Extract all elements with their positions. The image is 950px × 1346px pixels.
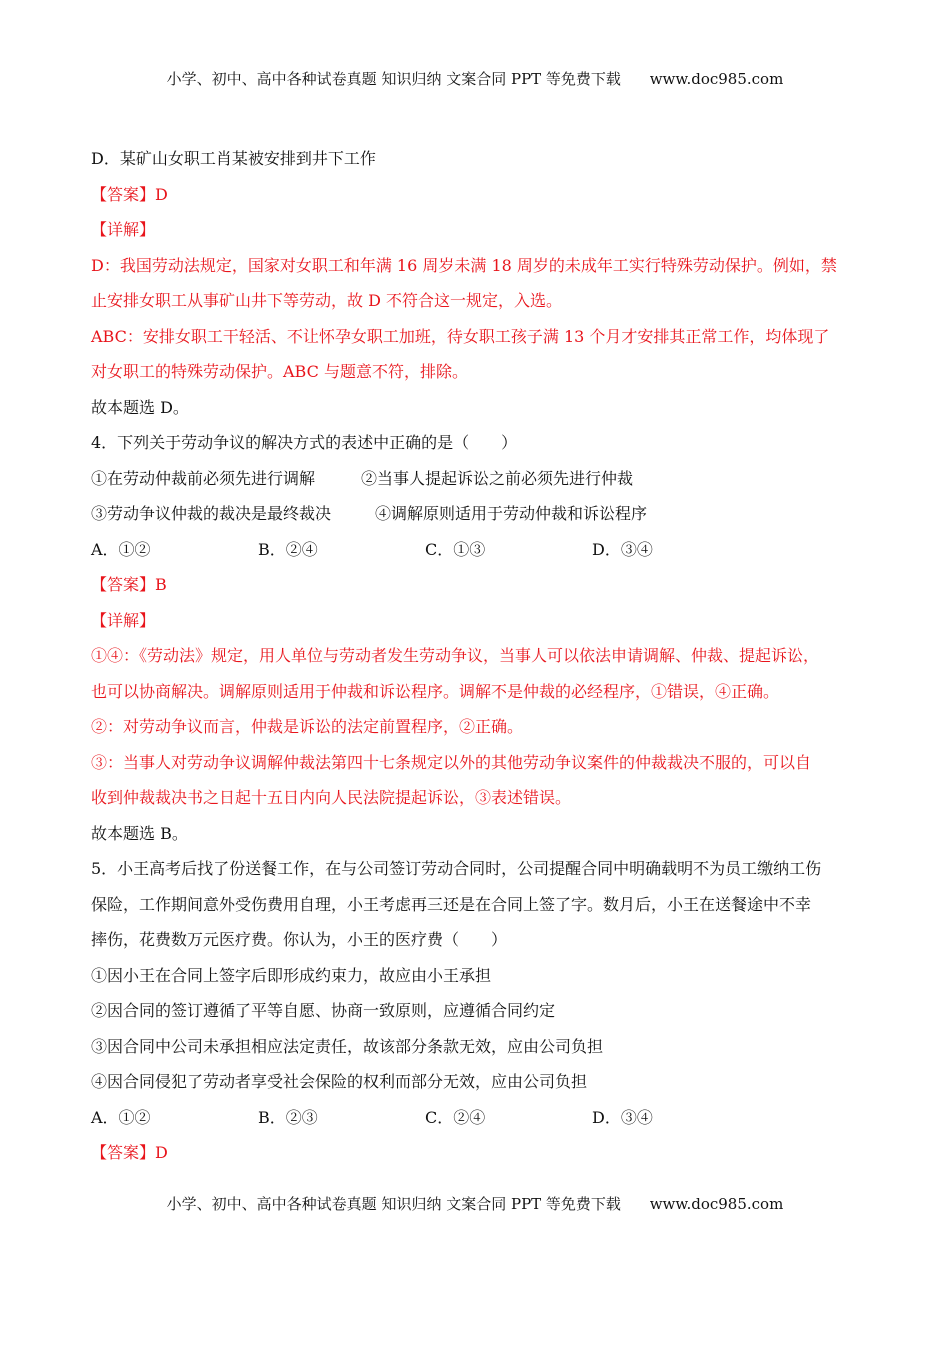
q4-options — [91, 532, 861, 568]
q5-stem-line: 5．小王高考后找了份送餐工作，在与公司签订劳动合同时，公司提醒合同中明确载明不为员工缴纳工伤 — [91, 859, 822, 878]
q4-explain-line: ①④：《劳动法》规定，用人单位与劳动者发生劳动争议，当事人可以依法申请调解、仲裁、提起诉讼， — [91, 646, 820, 665]
q5-statement: ①因小王在合同上签字后即形成约束力，故应由小王承担 — [91, 965, 492, 985]
q4-option-b: B．②④ — [258, 539, 318, 559]
q5-option-d: D．③④ — [592, 1107, 653, 1127]
q3-conclusion: 故本题选 D。 — [91, 397, 189, 417]
q5-statement: ④因合同侵犯了劳动者享受社会保险的权利而部分无效，应由公司负担 — [91, 1072, 588, 1091]
q4-explain-line: 收到仲裁裁决书之日起十五日内向人民法院提起诉讼，③表述错误。 — [91, 788, 572, 807]
q4-option-a: A．①② — [91, 539, 151, 559]
q5-option-c: C．②④ — [425, 1107, 486, 1127]
q5-options — [91, 1100, 861, 1136]
q4-explain-line: 也可以协商解决。调解原则适用于仲裁和诉讼程序。调解不是仲裁的必经程序，①错误，④正确。 — [91, 681, 780, 701]
footer-url[interactable]: www.doc985.com — [649, 1195, 784, 1213]
q4-explain-line: ③：当事人对劳动争议调解仲裁法第四十七条规定以外的其他劳动争议案件的仲裁裁决不服的，可以自 — [91, 752, 812, 772]
q5-option-a: A．①② — [91, 1107, 151, 1127]
q4-statements-row — [91, 496, 861, 532]
q4-statement: ③劳动争议仲裁的裁决是最终裁决 — [91, 504, 332, 523]
q5-option-b: B．②③ — [258, 1107, 318, 1127]
q3-explain-line: 对女职工的特殊劳动保护。ABC 与题意不符，排除。 — [91, 362, 468, 381]
q4-conclusion: 故本题选 B。 — [91, 823, 188, 843]
header-text: 小学、初中、高中各种试卷真题 知识归纳 文案合同 PPT 等免费下载 — [166, 70, 621, 88]
q4-statements-row — [91, 461, 861, 497]
q4-stem: 4．下列关于劳动争议的解决方式的表述中正确的是（ ） — [91, 433, 518, 452]
q4-detail-label: 【详解】 — [91, 610, 156, 630]
q4-option-d: D．③④ — [592, 539, 653, 559]
q5-statement: ③因合同中公司未承担相应法定责任，故该部分条款无效，应由公司负担 — [91, 1036, 604, 1056]
footer-text: 小学、初中、高中各种试卷真题 知识归纳 文案合同 PPT 等免费下载 — [166, 1195, 621, 1213]
q3-explain-line: 止安排女职工从事矿山井下等劳动，故 D 不符合这一规定，入选。 — [91, 291, 563, 310]
page-footer — [0, 1193, 950, 1214]
q5-answer: 【答案】D — [91, 1143, 168, 1162]
q4-option-c: C．①③ — [425, 539, 486, 559]
q3-option-d: D．某矿山女职工肖某被安排到井下工作 — [91, 149, 376, 168]
header-url[interactable]: www.doc985.com — [649, 70, 784, 88]
q5-stem-line: 摔伤，花费数万元医疗费。你认为，小王的医疗费（ ） — [91, 930, 508, 949]
q3-explain-line: ABC：安排女职工干轻活、不让怀孕女职工加班，待女职工孩子满 13 个月才安排其正常工作，均体现了 — [91, 326, 830, 346]
q4-answer: 【答案】B — [91, 575, 167, 594]
q4-statement: ②当事人提起诉讼之前必须先进行仲裁 — [361, 468, 634, 488]
q4-explain-line: ②：对劳动争议而言，仲裁是诉讼的法定前置程序，②正确。 — [91, 717, 524, 736]
q3-answer: 【答案】D — [91, 184, 168, 204]
q5-statement: ②因合同的签订遵循了平等自愿、协商一致原则，应遵循合同约定 — [91, 1001, 556, 1020]
q3-explain-line: D：我国劳动法规定，国家对女职工和年满 16 周岁未满 18 周岁的未成年工实行特殊劳动保护。例如，禁 — [91, 255, 837, 275]
q5-stem-line: 保险，工作期间意外受伤费用自理，小王考虑再三还是在合同上签了字。数月后，小王在送餐途中不幸 — [91, 894, 812, 914]
document-body — [91, 141, 861, 1171]
q3-detail-label: 【详解】 — [91, 220, 156, 239]
q4-statement: ④调解原则适用于劳动仲裁和诉讼程序 — [375, 504, 648, 523]
page-header — [0, 68, 950, 89]
q4-statement: ①在劳动仲裁前必须先进行调解 — [91, 468, 316, 488]
